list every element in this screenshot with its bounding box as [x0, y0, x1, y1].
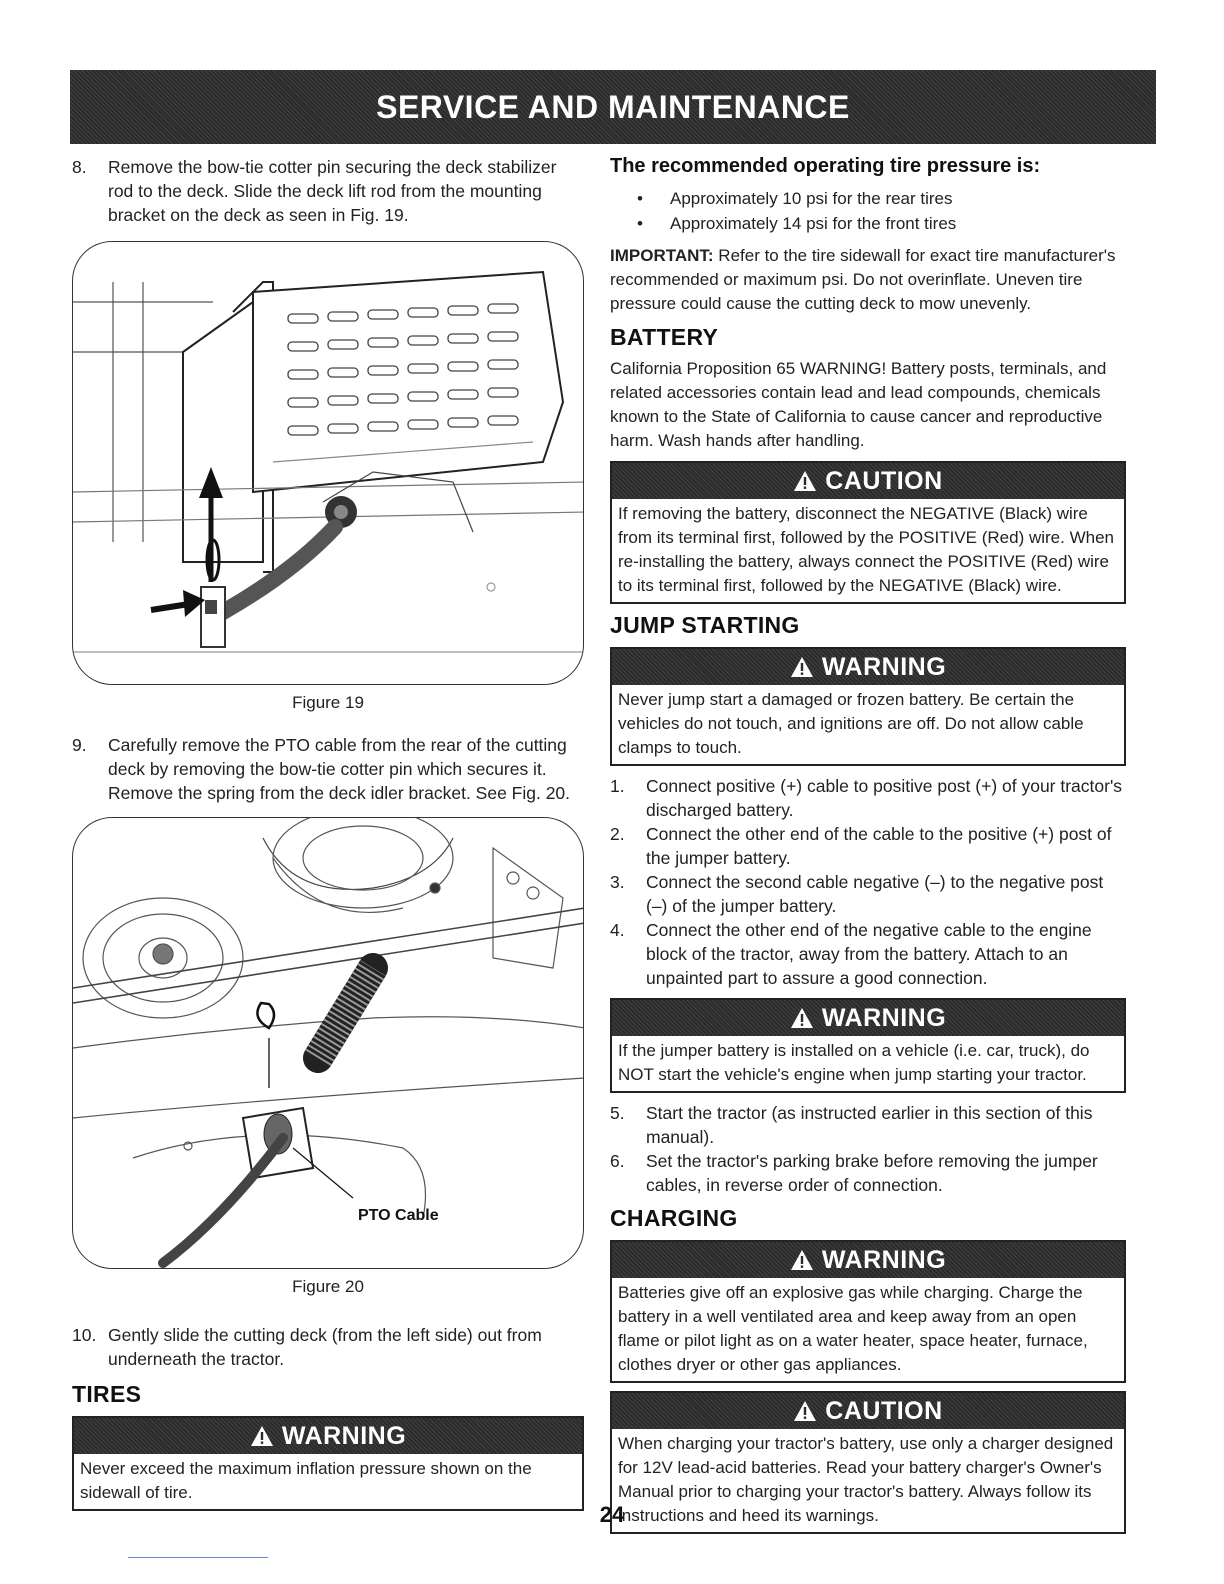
- list-item: 4. Connect the other end of the negative cable to the engine block of the tractor, away from the battery. Attach to an unpainted part to assure a good connection.: [610, 920, 1092, 988]
- battery-text: California Proposition 65 WARNING! Battery posts, terminals, and related accessories contain lead and lead compounds, chemicals known to the State of California to cause cancer and reproductive harm. Wash hands after handling.: [610, 359, 1107, 450]
- jump-steps-list-2: [610, 1101, 1126, 1197]
- list-item: 5. Start the tractor (as instructed earlier in this section of this manual).: [610, 1103, 1093, 1147]
- tires-warning-box: [72, 1416, 584, 1511]
- caution-text: If removing the battery, disconnect the NEGATIVE (Black) wire from its terminal first, followed by the POSITIVE (Red) wire. When re-installing the battery, always connect the POSITIVE (Red) wire to its terminal first, followed by the NEGATIVE (Black) wire.: [618, 504, 1114, 595]
- step-9: [72, 733, 584, 805]
- list-item: • Approximately 10 psi for the rear tires: [637, 189, 953, 208]
- step-number: 8.: [72, 157, 87, 177]
- step-text: Remove the bow-tie cotter pin securing the deck stabilizer rod to the deck. Slide the deck lift rod from the mounting bracket on the deck as seen in Fig. 19.: [108, 157, 557, 225]
- page-header: [70, 70, 1156, 144]
- list-item: 1. Connect positive (+) cable to positive post (+) of your tractor's discharged battery.: [610, 776, 1123, 820]
- warning-label: WARNING: [821, 652, 947, 681]
- warning-triangle-icon: [790, 656, 814, 678]
- list-item: • Approximately 14 psi for the front tires: [637, 214, 957, 233]
- warning-label: WARNING: [281, 1421, 407, 1450]
- tires-heading: TIRES: [72, 1381, 142, 1407]
- caution-label: CAUTION: [825, 466, 943, 495]
- tire-pressure-heading: The recommended operating tire pressure is:: [610, 155, 1041, 177]
- step-text: Carefully remove the PTO cable from the rear of the cutting deck by removing the bow-tie cotter pin which secures it. Remove the spring from the deck idler bracket. See Fig. 20.: [108, 735, 571, 803]
- warning-text: Never jump start a damaged or frozen battery. Be certain the vehicles do not touch, and ignitions are off. Do not allow cable clamps to touch.: [618, 690, 1084, 757]
- pto-cable-illustration: [73, 818, 584, 1268]
- jump-warning-box: [610, 647, 1126, 766]
- charging-warning-box: [610, 1240, 1126, 1383]
- page-number: 24: [599, 1502, 625, 1527]
- warning-triangle-icon: [793, 1400, 817, 1422]
- deck-stabilizer-illustration: [73, 242, 584, 684]
- footer-rule: [128, 1557, 268, 1558]
- left-column: [72, 155, 584, 1519]
- warning-text: Never exceed the maximum inflation pressure shown on the sidewall of tire.: [80, 1459, 532, 1502]
- jump-starting-heading: JUMP STARTING: [610, 612, 800, 638]
- right-column: [610, 155, 1126, 1542]
- warning-header: [74, 1418, 582, 1454]
- jump-steps-list: [610, 774, 1126, 990]
- page-title: SERVICE AND MAINTENANCE: [376, 88, 850, 125]
- step-number: 10.: [72, 1325, 97, 1345]
- warning-text: Batteries give off an explosive gas while charging. Charge the battery in a well ventilated area and keep away from an open flame or pilot light as on a water heater, space heater, furnace, clothes dryer or other gas appliances.: [618, 1283, 1088, 1374]
- step-8: [72, 155, 584, 227]
- caution-label: CAUTION: [825, 1396, 943, 1425]
- caution-header: [612, 1393, 1124, 1429]
- pto-cable-label: PTO Cable: [358, 1207, 439, 1224]
- battery-caution-box: [610, 461, 1126, 604]
- warning-triangle-icon: [790, 1007, 814, 1029]
- warning-triangle-icon: [250, 1425, 274, 1447]
- warning-text: If the jumper battery is installed on a vehicle (i.e. car, truck), do NOT start the vehicle's engine when jump starting your tractor.: [618, 1041, 1090, 1084]
- warning-triangle-icon: [793, 470, 817, 492]
- figure-20: [72, 817, 584, 1269]
- list-item: 2. Connect the other end of the cable to the positive (+) post of the jumper battery.: [610, 824, 1112, 868]
- warning-label: WARNING: [821, 1245, 947, 1274]
- caution-text: When charging your tractor's battery, use only a charger designed for 12V lead-acid batteries. Read your battery charger's Owner's Manual prior to charging your tractor's battery. Always follow its instructions and heed its warnings.: [618, 1434, 1114, 1525]
- step-10: [72, 1323, 584, 1371]
- battery-heading: BATTERY: [610, 324, 719, 350]
- jump-warning-box-2: [610, 998, 1126, 1093]
- tire-pressure-list: [610, 186, 1126, 236]
- figure-19-caption: Figure 19: [292, 693, 364, 712]
- list-item: 3. Connect the second cable negative (–) to the negative post (–) of the jumper battery.: [610, 872, 1104, 916]
- important-label: IMPORTANT:: [610, 246, 714, 265]
- caution-header: [612, 463, 1124, 499]
- important-text: Refer to the tire sidewall for exact tire manufacturer's recommended or maximum psi. Do not overinflate. Uneven tire pressure could cause the cutting deck to mow unevenly.: [610, 246, 1116, 313]
- important-note: [610, 244, 1126, 316]
- warning-label: WARNING: [821, 1003, 947, 1032]
- warning-header: [612, 1000, 1124, 1036]
- warning-triangle-icon: [790, 1249, 814, 1271]
- step-number: 9.: [72, 735, 87, 755]
- warning-header: [612, 649, 1124, 685]
- warning-header: [612, 1242, 1124, 1278]
- step-text: Gently slide the cutting deck (from the left side) out from underneath the tractor.: [108, 1325, 542, 1369]
- figure-19: [72, 241, 584, 685]
- charging-heading: CHARGING: [610, 1205, 738, 1231]
- list-item: 6. Set the tractor's parking brake before removing the jumper cables, in reverse order of connection.: [610, 1151, 1098, 1195]
- figure-20-caption: Figure 20: [292, 1277, 364, 1296]
